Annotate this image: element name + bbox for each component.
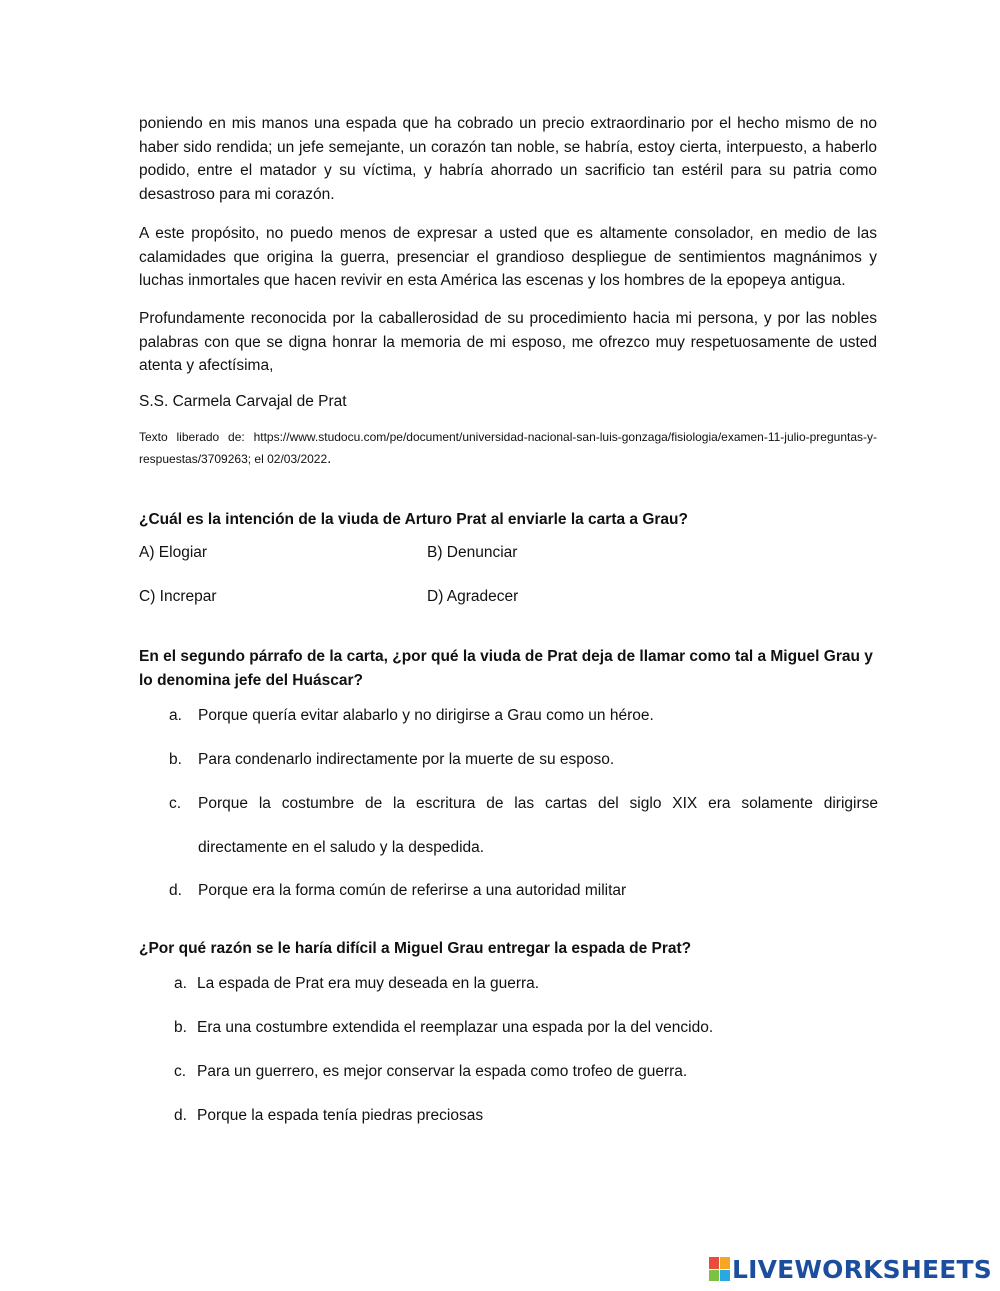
liveworksheets-logo-icon: [709, 1257, 729, 1281]
q2-marker-d: d.: [169, 882, 182, 899]
q2-option-d-text: Porque era la forma común de referirse a una autoridad militar: [198, 882, 627, 899]
letter-signature: S.S. Carmela Carvajal de Prat: [139, 393, 347, 410]
q3-marker-a: a.: [174, 975, 187, 992]
q2-option-a-text: Porque quería evitar alabarlo y no dirigirse a Grau como un héroe.: [198, 707, 654, 724]
question-3: ¿Por qué razón se le haría difícil a Miguel Grau entregar la espada de Prat?: [139, 940, 692, 957]
q3-marker-b: b.: [174, 1019, 187, 1036]
letter-paragraph-3: Profundamente reconocida por la caballerosidad de su procedimiento hacia mi persona, y por las nobles palabras con que se digna honrar la memoria de mi esposo, me ofrezco muy respetuosamente de usted atenta y afectísima,: [139, 310, 877, 374]
q1-option-a[interactable]: A) Elogiar: [139, 544, 208, 561]
q3-marker-d: d.: [174, 1107, 187, 1124]
q3-option-a-text: La espada de Prat era muy deseada en la guerra.: [197, 975, 540, 992]
q2-option-c-text: Porque la costumbre de la escritura de las cartas del siglo XIX era solamente dirigirse directamente en el saludo y la despedida.: [198, 795, 878, 856]
q1-option-d[interactable]: D) Agradecer: [427, 588, 519, 605]
q2-marker-a: a.: [169, 707, 182, 724]
source-text: Texto liberado de: https://www.studocu.com/pe/document/universidad-nacional-san-luis-gonzaga/fisiologia/examen-11-julio-preguntas-y-respuestas/3709263; el 02/03/2022: [139, 430, 877, 466]
q3-option-d-text: Porque la espada tenía piedras preciosas: [197, 1107, 484, 1124]
q2-marker-b: b.: [169, 751, 182, 768]
question-1: ¿Cuál es la intención de la viuda de Arturo Prat al enviarle la carta a Grau?: [139, 511, 688, 528]
q1-option-b[interactable]: B) Denunciar: [427, 544, 518, 561]
q3-option-b-text: Era una costumbre extendida el reemplazar una espada por la del vencido.: [197, 1019, 714, 1036]
letter-paragraph-1: poniendo en mis manos una espada que ha cobrado un precio extraordinario por el hecho mismo de no haber sido rendida; un jefe semejante, un corazón tan noble, se habría, estoy cierta, interpuesto, a haberlo podido, entre el matador y su víctima, y habría ahorrado un sacrificio tan estéril para su patria como desastroso para mi corazón.: [139, 115, 877, 203]
letter-paragraph-2: A este propósito, no puedo menos de expresar a usted que es altamente consolador, en medio de las calamidades que origina la guerra, presenciar el grandioso despliegue de sentimientos magnánimos y luchas inmortales que hacen revivir en esta América las escenas y los hombres de la epopeya antigua.: [139, 225, 877, 289]
q3-marker-c: c.: [174, 1063, 187, 1080]
logo-tile-red: [709, 1257, 719, 1269]
source-citation: [139, 426, 877, 470]
logo-tile-blue: [720, 1270, 730, 1282]
question-2: En el segundo párrafo de la carta, ¿por qué la viuda de Prat deja de llamar como tal a Miguel Grau y lo denomina jefe del Huáscar?: [139, 648, 873, 689]
q2-option-b-text: Para condenarlo indirectamente por la muerte de su esposo.: [198, 751, 615, 768]
q1-option-c[interactable]: C) Increpar: [139, 588, 217, 605]
liveworksheets-logo[interactable]: [709, 1254, 992, 1284]
logo-tile-green: [709, 1270, 719, 1282]
q3-option-c-text: Para un guerrero, es mejor conservar la espada como trofeo de guerra.: [197, 1063, 688, 1080]
q2-marker-c: c.: [169, 795, 182, 812]
source-end: .: [327, 450, 332, 467]
logo-text: LIVEWORKSHEETS: [731, 1254, 992, 1284]
logo-tile-orange: [720, 1257, 730, 1269]
